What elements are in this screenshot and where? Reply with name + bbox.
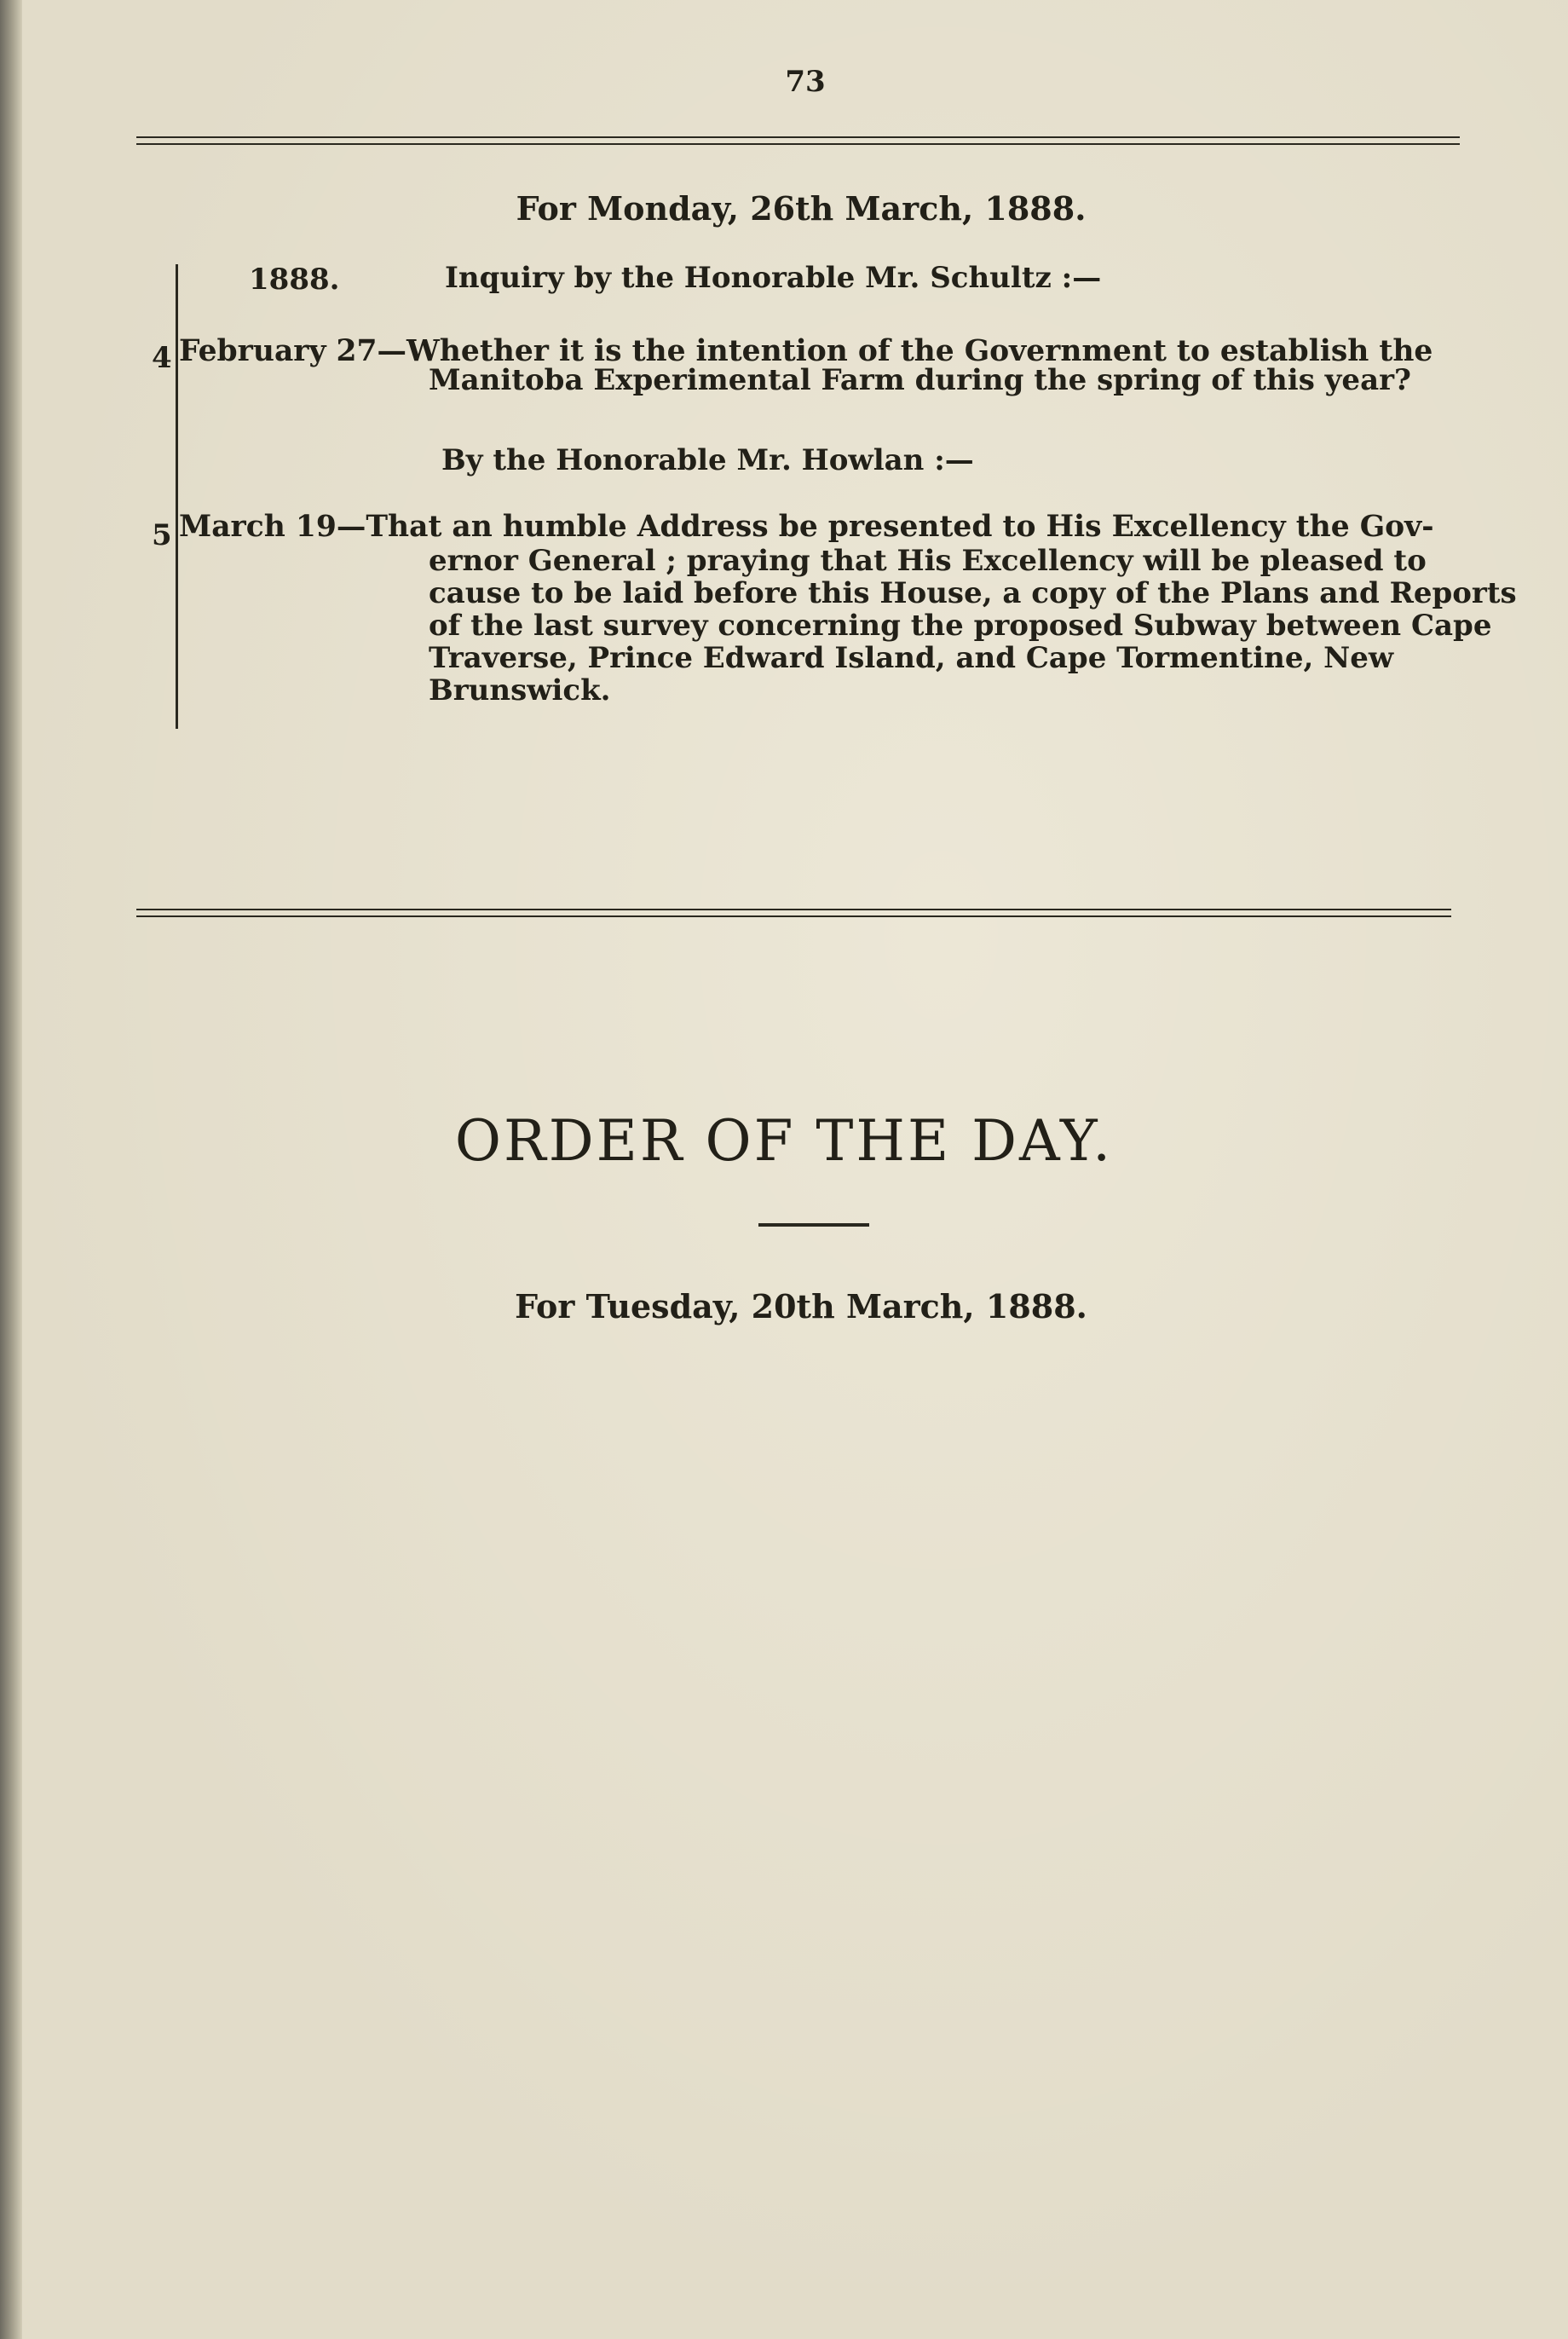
- item-5-line: Traverse, Prince Edward Island, and Cape Tormentine, New: [429, 641, 1394, 675]
- item-4-lead: February 27—Whether it is the intention of the Government to establish the: [179, 334, 1433, 368]
- middle-double-rule: [136, 909, 1451, 917]
- item-5-line: ernor General ; praying that His Excellency will be pleased to: [429, 544, 1427, 578]
- item-5-line: of the last survey concerning the proposed Subway between Cape: [429, 609, 1492, 643]
- item-5-line: cause to be laid before this House, a copy of the Plans and Reports: [429, 576, 1517, 610]
- item-4-line: Manitoba Experimental Farm during the spring of this year?: [429, 363, 1411, 397]
- order-of-the-day-title: ORDER OF THE DAY.: [454, 1108, 1114, 1174]
- inquiry-intro: Inquiry by the Honorable Mr. Schultz :—: [445, 261, 1102, 295]
- top-double-rule: [136, 136, 1460, 145]
- item-number-5: 5: [152, 518, 172, 552]
- tuesday-heading: For Tuesday, 20th March, 1888.: [515, 1287, 1087, 1325]
- item-number-4: 4: [152, 341, 172, 375]
- year-label: 1888.: [249, 263, 340, 297]
- howlan-intro: By the Honorable Mr. Howlan :—: [441, 443, 974, 477]
- title-underline: [758, 1223, 869, 1227]
- item-5-lead: March 19—That an humble Address be presented to His Excellency the Gov-: [179, 510, 1434, 544]
- page-number: 73: [785, 65, 826, 99]
- margin-vertical-rule: [176, 264, 178, 729]
- monday-heading: For Monday, 26th March, 1888.: [516, 189, 1087, 228]
- item-5-line: Brunswick.: [429, 673, 611, 707]
